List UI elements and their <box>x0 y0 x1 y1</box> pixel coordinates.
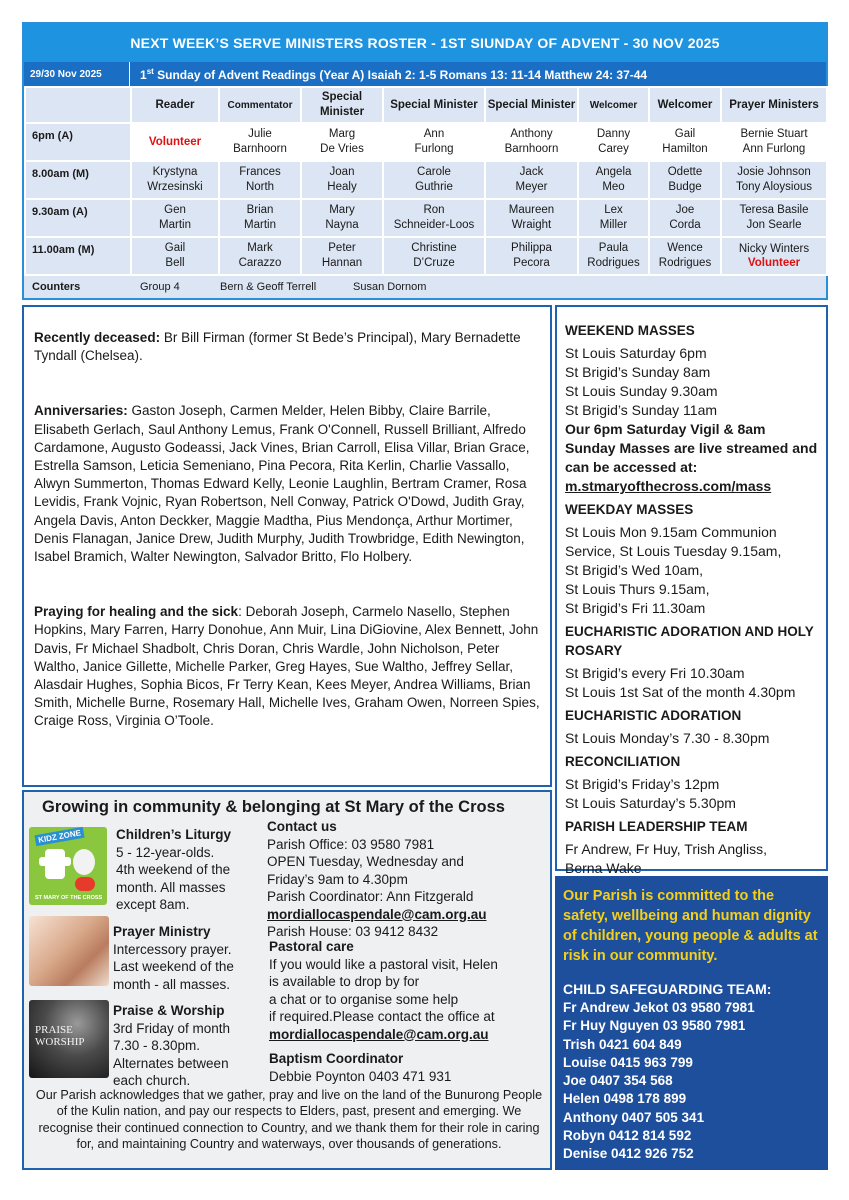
table-row <box>25 161 827 199</box>
roster-cell: Lex Miller <box>578 199 649 237</box>
header-cell: Prayer Ministers <box>721 87 827 123</box>
contact-title: Contact us <box>267 819 337 834</box>
praise-worship <box>113 1002 273 1090</box>
roster-corner <box>25 87 131 123</box>
header-cell: Special Minister <box>485 87 578 123</box>
contact-us <box>267 818 552 941</box>
roster-table <box>24 86 828 276</box>
country-acknowledgement: Our Parish acknowledges that we gather, pray and live on the land of the Bunurong People of the Kulin nation, and pay our respects to Elders, past, present and emerging. We recognise their continued connection to Country, and we thank them for their role in caring for, and maintaining Country and waterways, over thousands of generations. <box>35 1088 543 1152</box>
adoration-text: St Louis Monday’s 7.30 - 8.30pm <box>565 730 770 746</box>
mass-time: 9.30am (A) <box>25 199 131 237</box>
reconciliation-title: RECONCILIATION <box>565 754 681 769</box>
list-item: St Brigid’s Sunday 11am <box>565 402 718 418</box>
roster-cell: Odette Budge <box>649 161 721 199</box>
anniversaries-text: Gaston Joseph, Carmen Melder, Helen Bibby, Claire Barrile, Elisabeth Gerlach, Saul Anthony Lemus, Frank O'Connell, Russell Brilliant, Alfredo Cardamone, Augusto Godeassi, Jack Vines, Brian Carroll, Elisa Villar, Brian Grace, Estrella Samson, Leticia Semeniano, Pina Pecora, Rita Kerlin, Charlie Vassallo, Alwyn Summerton, Thomas Edward Kelly, Leonie Laughlin, Bertram Cramer, Rosa Levidis, Frank Vojnic, Ryan Robertson, Nell Conway, Patrick O'Dowd, Judith Gray, Angela Davis, Anton Deckker, Maggie Madtha, Pius Mendonça, Arthur Mortimer, Denis Flanagan, Janice Drew, Judith Murphy, Judith Trowbridge, Edith Newington, Isabel Bramich, Walter Newington, Salvador Britto, Flo Holbery. <box>34 403 530 565</box>
counters-group: Group 4 <box>140 281 180 293</box>
community-panel <box>22 790 552 1170</box>
list-item: Joe 0407 354 568 <box>563 1073 673 1089</box>
counters-names: Bern & Geoff Terrell <box>220 281 317 293</box>
flame-icon <box>75 877 95 891</box>
counters-label: Counters <box>32 281 81 293</box>
roster-cell: Danny Carey <box>578 123 649 161</box>
safeguarding-team-title: CHILD SAFEGUARDING TEAM: <box>563 981 772 997</box>
header-cell: Reader <box>131 87 219 123</box>
roster-cell: Joan Healy <box>301 161 383 199</box>
readings-ordinal: 1 <box>140 67 147 82</box>
roster-cell: Carole Guthrie <box>383 161 485 199</box>
adoration-rosary-text: St Brigid’s every Fri 10.30am St Louis 1st Sat of the month 4.30pm <box>565 665 796 700</box>
roster-cell: Marg De Vries <box>301 123 383 161</box>
sick-label: Praying for healing and the sick <box>34 604 239 620</box>
roster-cell: Ann Furlong <box>383 123 485 161</box>
baptism-title: Baptism Coordinator <box>269 1051 404 1066</box>
roster-cell: Maureen Wraight <box>485 199 578 237</box>
roster-cell: Mark Carazzo <box>219 237 301 275</box>
contact-email-link[interactable]: mordiallocaspendale@cam.org.au <box>267 906 487 922</box>
roster-cell: Teresa Basile Jon Searle <box>721 199 827 237</box>
kidz-zone-logo-icon <box>29 827 107 905</box>
contact-hours: Friday’s 9am to 4.30pm <box>267 871 408 887</box>
weekend-mass-list <box>565 344 818 420</box>
roster-subheader <box>24 62 826 86</box>
list-item: Anthony 0407 505 341 <box>563 1109 705 1125</box>
list-item: Trish 0421 604 849 <box>563 1036 682 1052</box>
contact-coordinator: Parish Coordinator: Ann Fitzgerald <box>267 889 474 904</box>
pastoral-care-title: Pastoral care <box>269 939 354 954</box>
sick-text: : Deborah Joseph, Carmelo Nasello, Stephen Hopkins, Mary Farren, Harry Donohue, Ann Muir, Lina DiGiovine, Alex Bennett, John Davis, Fr Michael Shadbolt, Chris Doran, Chris Wardle, John Nicholson, Peter Waltho, Janice Gillette, Michelle Parker, Greg Hayes, Sue Waltho, Jeffrey Sellar, Alasdair Hughes, Sophia Bicos, Fr Terry Kean, Kees Meyer, Andrea Williams, Brian Smith, Michelle Burne, Rosemary Hall, Michelle Ives, Graham Owen, Norreen Spies, Craige Ross, Virginia O’Toole. <box>34 604 540 729</box>
mass-time: 11.00am (M) <box>25 237 131 275</box>
table-row <box>25 199 827 237</box>
mass-times-panel <box>555 305 828 876</box>
roster-panel <box>22 22 828 300</box>
prayer-ministry-title: Prayer Ministry <box>113 924 211 939</box>
readings-text: Sunday of Advent Readings (Year A) Isaiah 2: 1-5 Romans 13: 11-14 Matthew 24: 37-44 <box>153 67 648 82</box>
roster-cell: Bernie Stuart Ann Furlong <box>721 123 827 161</box>
prayer-minister-name: Nicky Winters <box>738 243 810 255</box>
header-cell: Welcomer <box>578 87 649 123</box>
mass-time: 6pm (A) <box>25 123 131 161</box>
kidz-zone-caption: ST MARY OF THE CROSS <box>35 895 103 901</box>
adoration-rosary-title: EUCHARISTIC ADORATION AND HOLY ROSARY <box>565 624 814 658</box>
header-cell: Special Minister <box>383 87 485 123</box>
praise-worship-text: 3rd Friday of month 7.30 - 8.30pm. Alternates between each church. <box>113 1020 231 1088</box>
list-item: St Brigid’s Sunday 8am <box>565 364 711 380</box>
praise-worship-wordmark: PRAISE WORSHIP <box>35 1024 85 1048</box>
list-item: St Louis Sunday 9.30am <box>565 383 718 399</box>
leadership-text: Fr Andrew, Fr Huy, Trish Angliss, Berna Wake <box>565 841 768 876</box>
roster-cell: Christine D’Cruze <box>383 237 485 275</box>
anniversaries-label: Anniversaries: <box>34 403 128 419</box>
anniversaries-paragraph <box>34 402 540 566</box>
deceased-label: Recently deceased: <box>34 330 161 345</box>
readings-sup: st <box>146 66 154 76</box>
roster-cell <box>721 237 827 275</box>
roster-title: NEXT WEEK’S SERVE MINISTERS ROSTER - 1ST SIUNDAY OF ADVENT - 30 NOV 2025 <box>24 24 826 62</box>
mass-time: 8.00am (M) <box>25 161 131 199</box>
drop-icon <box>73 849 95 875</box>
roster-cell: Mary Nayna <box>301 199 383 237</box>
weekday-masses-text: St Louis Mon 9.15am Communion Service, St Louis Tuesday 9.15am, St Brigid’s Wed 10am, St Louis Thurs 9.15am, St Brigid’s Fri 11.30am <box>565 524 782 616</box>
leadership-title: PARISH LEADERSHIP TEAM <box>565 819 748 834</box>
roster-cell: Ron Schneider-Loos <box>383 199 485 237</box>
childrens-liturgy-title: Children’s Liturgy <box>116 827 232 842</box>
childrens-liturgy <box>116 826 276 914</box>
praying-hands-image <box>29 916 109 986</box>
roster-cell: Wence Rodrigues <box>649 237 721 275</box>
adoration-title: EUCHARISTIC ADORATION <box>565 708 742 723</box>
list-item: Fr Huy Nguyen 03 9580 7981 <box>563 1018 746 1034</box>
roster-header-row <box>25 87 827 123</box>
roster-cell: Gen Martin <box>131 199 219 237</box>
livestream-text: Our 6pm Saturday Vigil & 8am Sunday Masses are live streamed and can be accessed at: <box>565 421 818 475</box>
roster-cell: Frances North <box>219 161 301 199</box>
roster-cell: Gail Hamilton <box>649 123 721 161</box>
safeguarding-statement: Our Parish is committed to the safety, wellbeing and human dignity of children, young people & adults at risk in our community. <box>563 888 818 964</box>
reconciliation-text: St Brigid’s Friday’s 12pm St Louis Saturday’s 5.30pm <box>565 776 736 811</box>
counters-row <box>24 276 826 298</box>
contact-hours: OPEN Tuesday, Wednesday and <box>267 854 464 869</box>
deceased-text: Br Bill Firman (former St Bede’s Principal), Mary Bernadette Tyndall (Chelsea). <box>34 330 521 364</box>
childrens-liturgy-text: 5 - 12-year-olds. 4th weekend of the month. All masses except 8am. <box>116 844 231 912</box>
roster-readings <box>130 67 647 82</box>
roster-cell: Gail Bell <box>131 237 219 275</box>
list-item: Fr Andrew Jekot 03 9580 7981 <box>563 1000 755 1015</box>
volunteer-label: Volunteer <box>747 257 801 269</box>
kidz-zone-wordmark: KIDZ ZONE <box>34 827 84 846</box>
list-item: Denise 0412 926 752 <box>563 1146 694 1162</box>
table-row <box>25 237 827 275</box>
roster-date: 29/30 Nov 2025 <box>24 62 130 86</box>
roster-cell: Volunteer <box>131 123 219 161</box>
safeguarding-panel <box>555 876 828 1170</box>
roster-cell: Josie Johnson Tony Aloysious <box>721 161 827 199</box>
deceased-paragraph <box>34 329 540 365</box>
roster-cell: Philippa Pecora <box>485 237 578 275</box>
roster-cell: Julie Barnhoorn <box>219 123 301 161</box>
roster-cell: Brian Martin <box>219 199 301 237</box>
header-cell: Welcomer <box>649 87 721 123</box>
roster-cell: Anthony Barnhoorn <box>485 123 578 161</box>
pastoral-care <box>269 938 554 1043</box>
weekend-masses-title: WEEKEND MASSES <box>565 323 695 338</box>
roster-cell: Peter Hannan <box>301 237 383 275</box>
roster-cell: Krystyna Wrzesinski <box>131 161 219 199</box>
counters-names: Susan Dornom <box>353 281 427 293</box>
weekday-masses-title: WEEKDAY MASSES <box>565 502 694 517</box>
prayer-ministry <box>113 923 273 993</box>
list-item: Louise 0415 963 799 <box>563 1054 693 1070</box>
header-cell: Special Minister <box>301 87 383 123</box>
livestream-link[interactable]: m.stmaryofthecross.com/mass <box>565 478 772 494</box>
list-item: Helen 0498 178 899 <box>563 1091 687 1107</box>
pastoral-email-link[interactable]: mordiallocaspendale@cam.org.au <box>269 1026 489 1042</box>
header-cell: Commentator <box>219 87 301 123</box>
list-item: Robyn 0412 814 592 <box>563 1128 692 1144</box>
pastoral-care-text: If you would like a pastoral visit, Helen is available to drop by for a chat or to organise some help if required.Please contact the office at <box>269 956 498 1024</box>
table-row <box>25 123 827 161</box>
parish-house-phone: Parish House: 03 9412 8432 <box>267 924 439 939</box>
prayer-ministry-text: Intercessory prayer. Last weekend of the month - all masses. <box>113 941 234 992</box>
roster-cell: Paula Rodrigues <box>578 237 649 275</box>
baptism-contact: Debbie Poynton 0403 471 931 <box>269 1068 452 1084</box>
roster-cell: Joe Corda <box>649 199 721 237</box>
list-item: St Louis Saturday 6pm <box>565 345 707 361</box>
sick-paragraph <box>34 603 540 730</box>
roster-cell: Jack Meyer <box>485 161 578 199</box>
prayer-intentions-panel <box>22 305 552 787</box>
community-title: Growing in community & belonging at St Mary of the Cross <box>42 798 505 816</box>
roster-cell: Angela Meo <box>578 161 649 199</box>
baptism-coordinator <box>269 1050 554 1085</box>
contact-phone: Parish Office: 03 9580 7981 <box>267 836 435 852</box>
praise-worship-image <box>29 1000 109 1078</box>
praise-worship-title: Praise & Worship <box>113 1003 225 1018</box>
